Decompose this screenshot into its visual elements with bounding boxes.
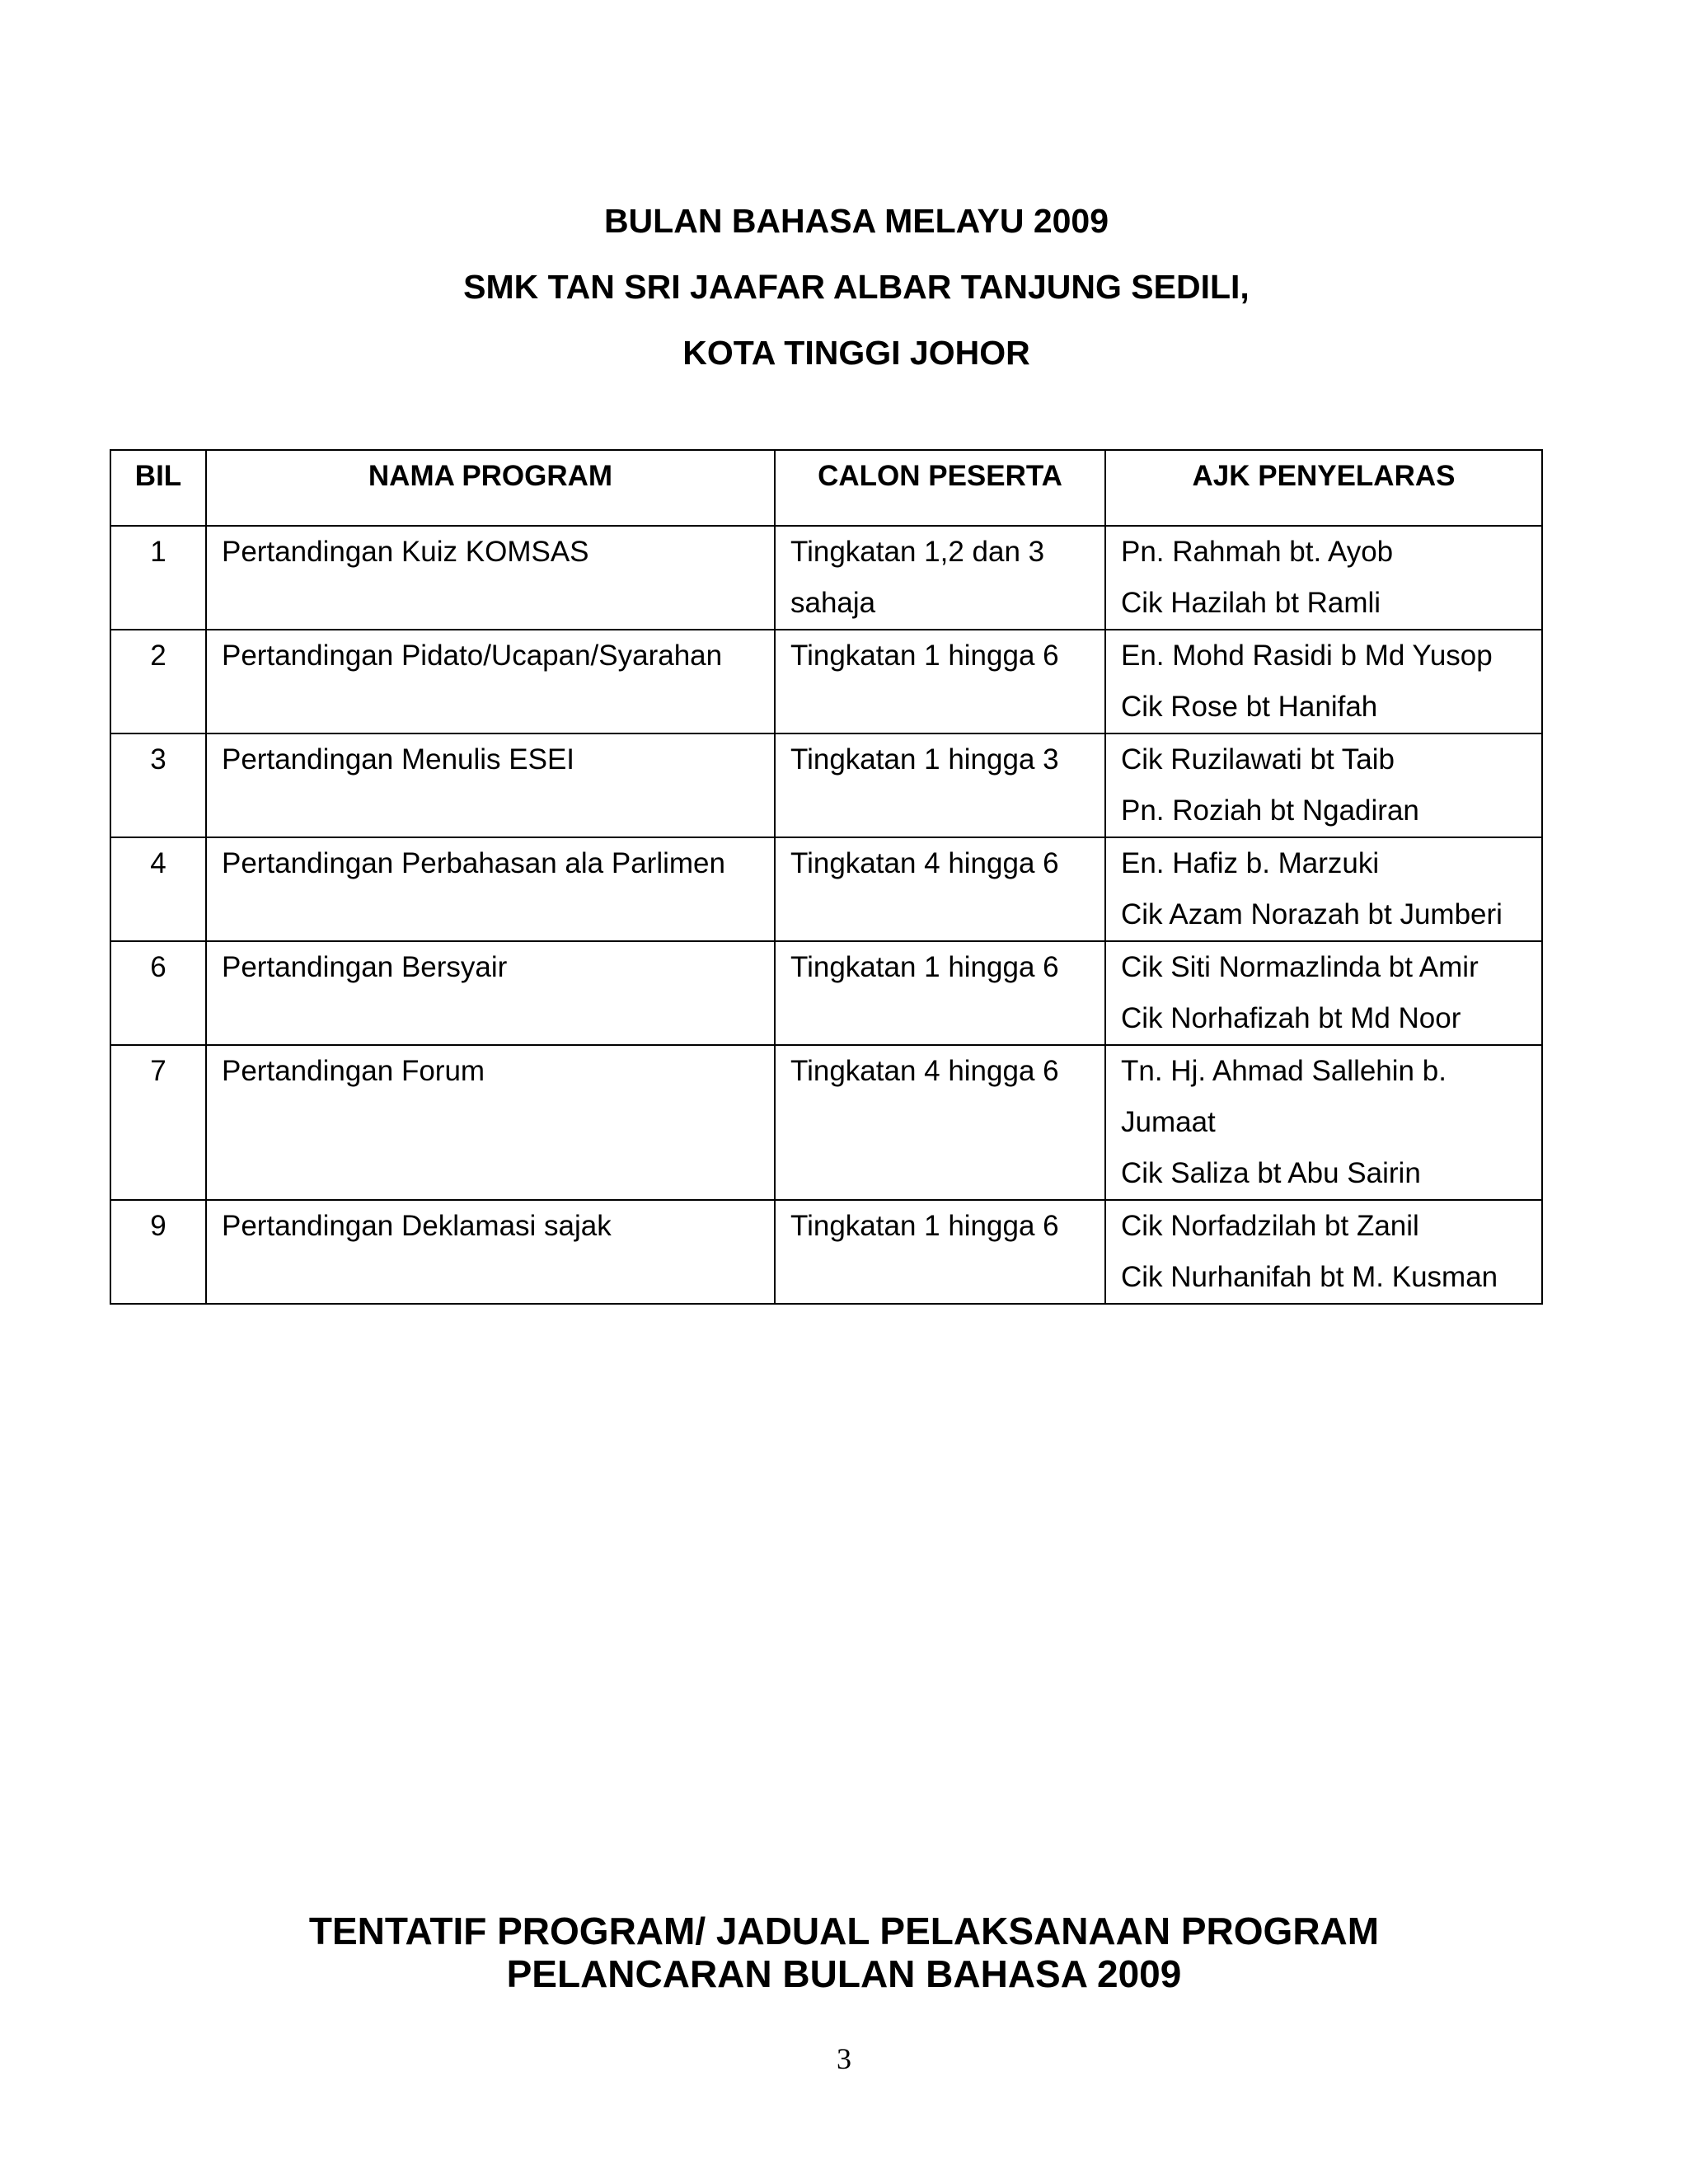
school-name: SMK TAN SRI JAAFAR ALBAR TANJUNG SEDILI, bbox=[463, 268, 1250, 306]
row-bil: 3 bbox=[110, 733, 206, 837]
page-number: 3 bbox=[837, 2042, 851, 2075]
document-title: BULAN BAHASA MELAYU 2009 bbox=[603, 202, 1109, 240]
row-peserta bbox=[775, 837, 1105, 941]
row-peserta bbox=[775, 1200, 1105, 1304]
table-row bbox=[110, 526, 1542, 630]
ajk-line: Cik Saliza bt Abu Sairin bbox=[1121, 1157, 1421, 1189]
ajk-line: Cik Rose bt Hanifah bbox=[1121, 691, 1378, 723]
row-program: Pertandingan Forum bbox=[206, 1045, 775, 1200]
peserta-line: Tingkatan 4 hingga 6 bbox=[790, 1055, 1059, 1087]
row-bil: 9 bbox=[110, 1200, 206, 1304]
peserta-line: Tingkatan 4 hingga 6 bbox=[790, 847, 1059, 879]
ajk-line: Cik Siti Normazlinda bt Amir bbox=[1121, 951, 1479, 983]
peserta-line: Tingkatan 1 hingga 6 bbox=[790, 1210, 1059, 1242]
section-subheading-pelancaran: PELANCARAN BULAN BAHASA 2009 bbox=[506, 1952, 1182, 1995]
row-peserta bbox=[775, 526, 1105, 630]
row-bil: 4 bbox=[110, 837, 206, 941]
ajk-line: Cik Nurhanifah bt M. Kusman bbox=[1121, 1261, 1498, 1293]
school-location: KOTA TINGGI JOHOR bbox=[682, 334, 1030, 372]
row-program: Pertandingan Perbahasan ala Parlimen bbox=[206, 837, 775, 941]
ajk-line: Jumaat bbox=[1121, 1106, 1216, 1138]
row-peserta bbox=[775, 630, 1105, 733]
peserta-line: sahaja bbox=[790, 587, 876, 619]
column-header-ajk-penyelaras: AJK PENYELARAS bbox=[1105, 450, 1542, 526]
peserta-line: Tingkatan 1 hingga 6 bbox=[790, 640, 1059, 672]
ajk-line: En. Hafiz b. Marzuki bbox=[1121, 847, 1380, 879]
ajk-line: Cik Azam Norazah bt Jumberi bbox=[1121, 898, 1503, 930]
row-program: Pertandingan Pidato/Ucapan/Syarahan bbox=[206, 630, 775, 733]
table-row bbox=[110, 941, 1542, 1045]
row-bil: 2 bbox=[110, 630, 206, 733]
row-program: Pertandingan Bersyair bbox=[206, 941, 775, 1045]
column-header-nama-program: NAMA PROGRAM bbox=[206, 450, 775, 526]
table-row bbox=[110, 837, 1542, 941]
row-ajk bbox=[1105, 837, 1542, 941]
row-bil: 1 bbox=[110, 526, 206, 630]
row-ajk bbox=[1105, 630, 1542, 733]
section-heading-tentatif: TENTATIF PROGRAM/ JADUAL PELAKSANAAN PROGRAM bbox=[308, 1910, 1380, 1952]
row-ajk bbox=[1105, 526, 1542, 630]
row-peserta bbox=[775, 1045, 1105, 1200]
row-ajk bbox=[1105, 1200, 1542, 1304]
column-header-calon-peserta: CALON PESERTA bbox=[775, 450, 1105, 526]
peserta-line: Tingkatan 1 hingga 6 bbox=[790, 951, 1059, 983]
ajk-line: Pn. Roziah bt Ngadiran bbox=[1121, 794, 1419, 827]
row-program: Pertandingan Kuiz KOMSAS bbox=[206, 526, 775, 630]
table-row bbox=[110, 1200, 1542, 1304]
ajk-line: Tn. Hj. Ahmad Sallehin b. bbox=[1121, 1055, 1447, 1087]
peserta-line: Tingkatan 1 hingga 3 bbox=[790, 743, 1059, 776]
row-ajk bbox=[1105, 1045, 1542, 1200]
ajk-line: Pn. Rahmah bt. Ayob bbox=[1121, 536, 1394, 568]
table-row bbox=[110, 630, 1542, 733]
row-program: Pertandingan Deklamasi sajak bbox=[206, 1200, 775, 1304]
row-ajk bbox=[1105, 733, 1542, 837]
ajk-line: Cik Hazilah bt Ramli bbox=[1121, 587, 1381, 619]
program-table bbox=[110, 449, 1543, 1305]
ajk-line: Cik Norfadzilah bt Zanil bbox=[1121, 1210, 1419, 1242]
row-peserta bbox=[775, 941, 1105, 1045]
peserta-line: Tingkatan 1,2 dan 3 bbox=[790, 536, 1045, 568]
ajk-line: Cik Norhafizah bt Md Noor bbox=[1121, 1002, 1461, 1034]
table-row bbox=[110, 1045, 1542, 1200]
column-header-bil: BIL bbox=[110, 450, 206, 526]
table-header-row bbox=[110, 450, 1542, 526]
ajk-line: Cik Ruzilawati bt Taib bbox=[1121, 743, 1395, 776]
ajk-line: En. Mohd Rasidi b Md Yusop bbox=[1121, 640, 1493, 672]
row-program: Pertandingan Menulis ESEI bbox=[206, 733, 775, 837]
row-ajk bbox=[1105, 941, 1542, 1045]
row-bil: 6 bbox=[110, 941, 206, 1045]
row-peserta bbox=[775, 733, 1105, 837]
row-bil: 7 bbox=[110, 1045, 206, 1200]
table-row bbox=[110, 733, 1542, 837]
